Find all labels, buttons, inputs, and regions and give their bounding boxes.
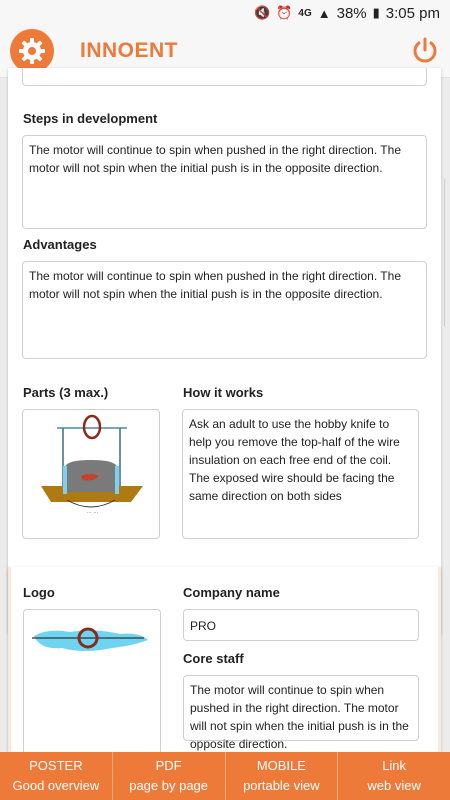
mobile-title: MOBILE — [256, 758, 306, 773]
pdf-button[interactable] — [113, 752, 226, 800]
core-staff-field[interactable]: The motor will continue to spin when pushed in the right direction. The motor will not spin when the initial push is in the opposite direction. — [183, 675, 419, 741]
how-field[interactable]: Ask an adult to use the hobby knife to help you remove the top-half of the wire insulation on each free end of the coil. The exposed wire should be facing the same direction on both sides — [182, 409, 419, 539]
steps-field[interactable]: The motor will continue to spin when pushed in the right direction. The motor will not spin when the initial push is in the opposite direction. — [22, 135, 427, 229]
content-scroll[interactable] — [0, 78, 450, 752]
gear-icon — [17, 36, 47, 66]
poster-title: POSTER — [29, 758, 83, 773]
motor-image — [23, 410, 159, 538]
link-title: Link — [382, 758, 407, 773]
signal-icon: ▲ — [317, 5, 331, 21]
power-icon — [410, 36, 440, 66]
power-button[interactable] — [410, 36, 440, 66]
logo-label: Logo — [23, 585, 55, 600]
core-staff-label: Core staff — [183, 651, 244, 666]
clock: 3:05 pm — [385, 4, 440, 22]
battery-icon: ▮ — [372, 5, 380, 20]
poster-subtitle: Good overview — [12, 778, 100, 793]
mobile-button[interactable] — [226, 752, 339, 800]
company-card — [8, 567, 441, 767]
parts-label: Parts (3 max.) — [23, 385, 109, 400]
advantages-label: Advantages — [23, 237, 97, 252]
company-field[interactable]: PRO — [183, 609, 419, 641]
project-card — [8, 68, 441, 634]
battery-level: 38% — [336, 4, 367, 22]
poster-button[interactable] — [0, 752, 113, 800]
how-label: How it works — [183, 385, 264, 400]
logo-image — [24, 610, 160, 670]
pdf-title: PDF — [155, 758, 182, 773]
link-button[interactable] — [338, 752, 450, 800]
bottom-bar — [0, 752, 450, 800]
status-bar — [0, 0, 450, 26]
scrollbar[interactable] — [444, 178, 450, 328]
pdf-subtitle: page by page — [129, 778, 209, 793]
svg-text:··· ···: ··· ··· — [87, 510, 99, 516]
previous-field[interactable] — [22, 68, 427, 86]
app-title: INNOENT — [80, 39, 178, 62]
parts-image-box[interactable] — [22, 409, 160, 539]
alarm-icon: ⏰ — [276, 5, 293, 20]
advantages-field[interactable]: The motor will continue to spin when pushed in the right direction. The motor will not spin when the initial push is in the opposite direction. — [22, 261, 427, 359]
settings-button[interactable] — [10, 29, 54, 73]
link-subtitle: web view — [367, 778, 421, 793]
network-type: 4G — [298, 7, 312, 19]
mobile-subtitle: portable view — [243, 778, 320, 793]
steps-label: Steps in development — [23, 111, 158, 126]
company-label: Company name — [183, 585, 280, 600]
mute-icon: 🔇 — [254, 5, 271, 20]
logo-image-box[interactable] — [23, 609, 161, 755]
